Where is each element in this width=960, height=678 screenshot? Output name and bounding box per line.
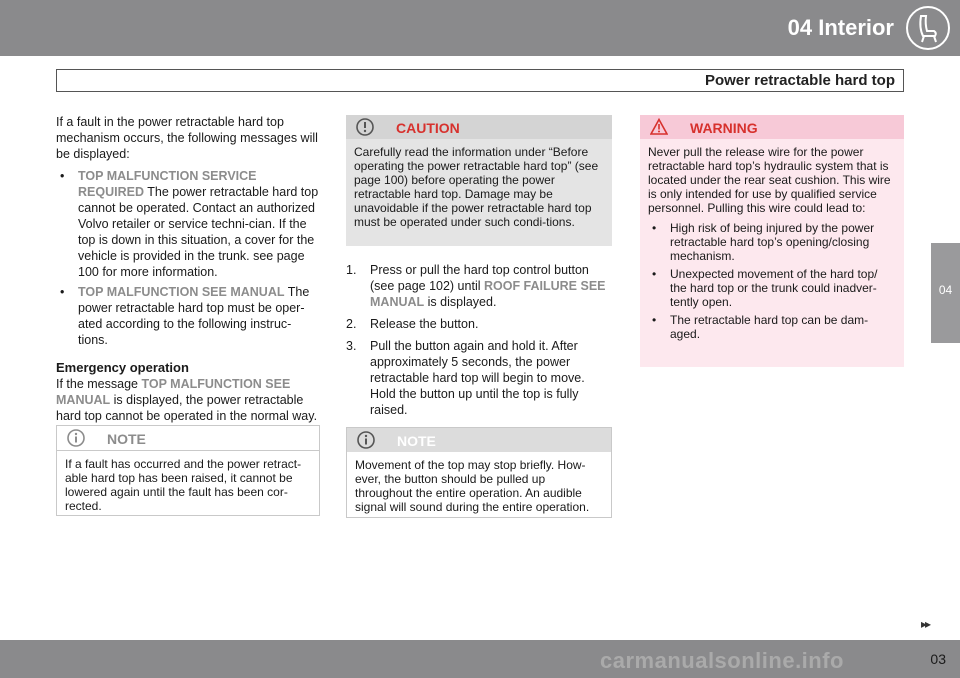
chapter-title: 04 Interior: [787, 15, 894, 40]
note-title: NOTE: [397, 433, 436, 449]
info-icon: [67, 429, 85, 447]
emergency-text-pre: If the message: [56, 377, 142, 391]
left-column: [56, 114, 320, 424]
emergency-text: [56, 376, 320, 424]
message-description: The power retractable hard top must be oper-ated according to the following instruc-tions.: [78, 285, 310, 347]
fault-message-list: [56, 168, 320, 348]
info-icon: [357, 431, 375, 449]
step-text: Release the button.: [370, 317, 479, 331]
warning-header: [640, 115, 904, 139]
list-item: [648, 313, 896, 341]
section-title: Power retractable hard top: [704, 72, 895, 89]
message-description: The power retractable hard top cannot be operated. Contact an authorized Volvo retailer or service techni-cian. If the top is down in this situation, a cover for the vehicle is provided in the trunk. see page 100 for more information.: [78, 185, 319, 279]
note-text: Movement of the top may stop briefly. How-ever, the button should be pulled up throughout the entire operation. An audible signal will sound during the entire operation.: [355, 458, 590, 514]
warning-list: [648, 221, 896, 341]
message-highlight: ROOF FAILURE SEE MANUAL: [370, 279, 606, 309]
note-title: NOTE: [107, 431, 146, 447]
page-header: [0, 0, 960, 56]
caution-text: Carefully read the information under “Before operating the power retractable hard top” (see page 100) before operating the power retractable hard top. Damage may be unavoidable if the power retractable hard top must be operated under such condi-tions.: [354, 145, 599, 229]
message-highlight: TOP MALFUNCTION SEE MANUAL: [56, 377, 291, 407]
step-number: 3.: [346, 339, 357, 353]
warning-item-text: High risk of being injured by the power retractable hard top’s opening/closing mechanism.: [670, 221, 875, 263]
message-highlight: TOP MALFUNCTION SEE MANUAL: [78, 285, 285, 299]
note-header: [57, 426, 319, 451]
middle-steps-column: [346, 262, 612, 424]
note-box-left: [56, 425, 320, 516]
section-header: [56, 69, 904, 92]
warning-intro: Never pull the release wire for the power retractable hard top’s hydraulic system that is located under the rear seat cushion. This wire is only intended for use by qualified service personnel. Pulling this wire could lead to:: [648, 145, 891, 215]
note-header: [347, 428, 611, 452]
list-item: [56, 168, 320, 280]
seat-icon: [904, 4, 952, 52]
bullet-marker: •: [652, 221, 657, 235]
step-text: Press or pull the hard top control button (see page 102) until: [370, 263, 589, 293]
message-highlight: TOP MALFUNCTION SERVICE REQUIRED: [78, 169, 257, 199]
note-text: If a fault has occurred and the power retract-able hard top has been raised, it cannot be lowered again until the fault has been cor-rected.: [65, 457, 302, 513]
warning-item-text: The retractable hard top can be dam-aged.: [670, 313, 869, 341]
emergency-text-post: is displayed, the power retractable hard top cannot be operated in the normal way.: [56, 393, 318, 423]
list-item: [346, 262, 612, 310]
bullet-marker: •: [60, 285, 65, 299]
page-number: 03: [930, 651, 946, 667]
caution-header: [346, 115, 612, 139]
caution-box: [346, 115, 612, 246]
emergency-heading: Emergency operation: [56, 360, 189, 375]
list-item: [648, 221, 896, 263]
list-item: [346, 316, 612, 332]
list-item: [346, 338, 612, 418]
warning-triangle-icon: [650, 118, 668, 136]
step-text-post: is displayed.: [424, 295, 497, 309]
warning-body: [640, 139, 904, 353]
caution-title: CAUTION: [396, 120, 460, 136]
bullet-marker: •: [652, 267, 657, 281]
bullet-marker: •: [60, 169, 65, 183]
bullet-marker: •: [652, 313, 657, 327]
intro-text: If a fault in the power retractable hard top mechanism occurs, the following messages will be displayed:: [56, 115, 318, 161]
note-box-middle: [346, 427, 612, 518]
step-number: 2.: [346, 317, 357, 331]
step-text: Pull the button again and hold it. After approximately 5 seconds, the power retractable hard top will begin to move. Hold the button up until the top is fully raised.: [370, 339, 585, 417]
watermark: carmanualsonline.info: [600, 648, 844, 673]
caution-icon: [356, 118, 374, 136]
next-page-arrows-icon[interactable]: ▸▸: [921, 617, 930, 631]
step-number: 1.: [346, 263, 357, 277]
warning-box: [640, 115, 904, 367]
warning-item-text: Unexpected movement of the hard top/ the hard top or the trunk could inadver-tently open.: [670, 267, 878, 309]
list-item: [648, 267, 896, 309]
list-item: [56, 284, 320, 348]
chapter-side-tab[interactable]: 04: [931, 243, 960, 343]
warning-title: WARNING: [690, 120, 758, 136]
steps-list: [346, 262, 612, 418]
